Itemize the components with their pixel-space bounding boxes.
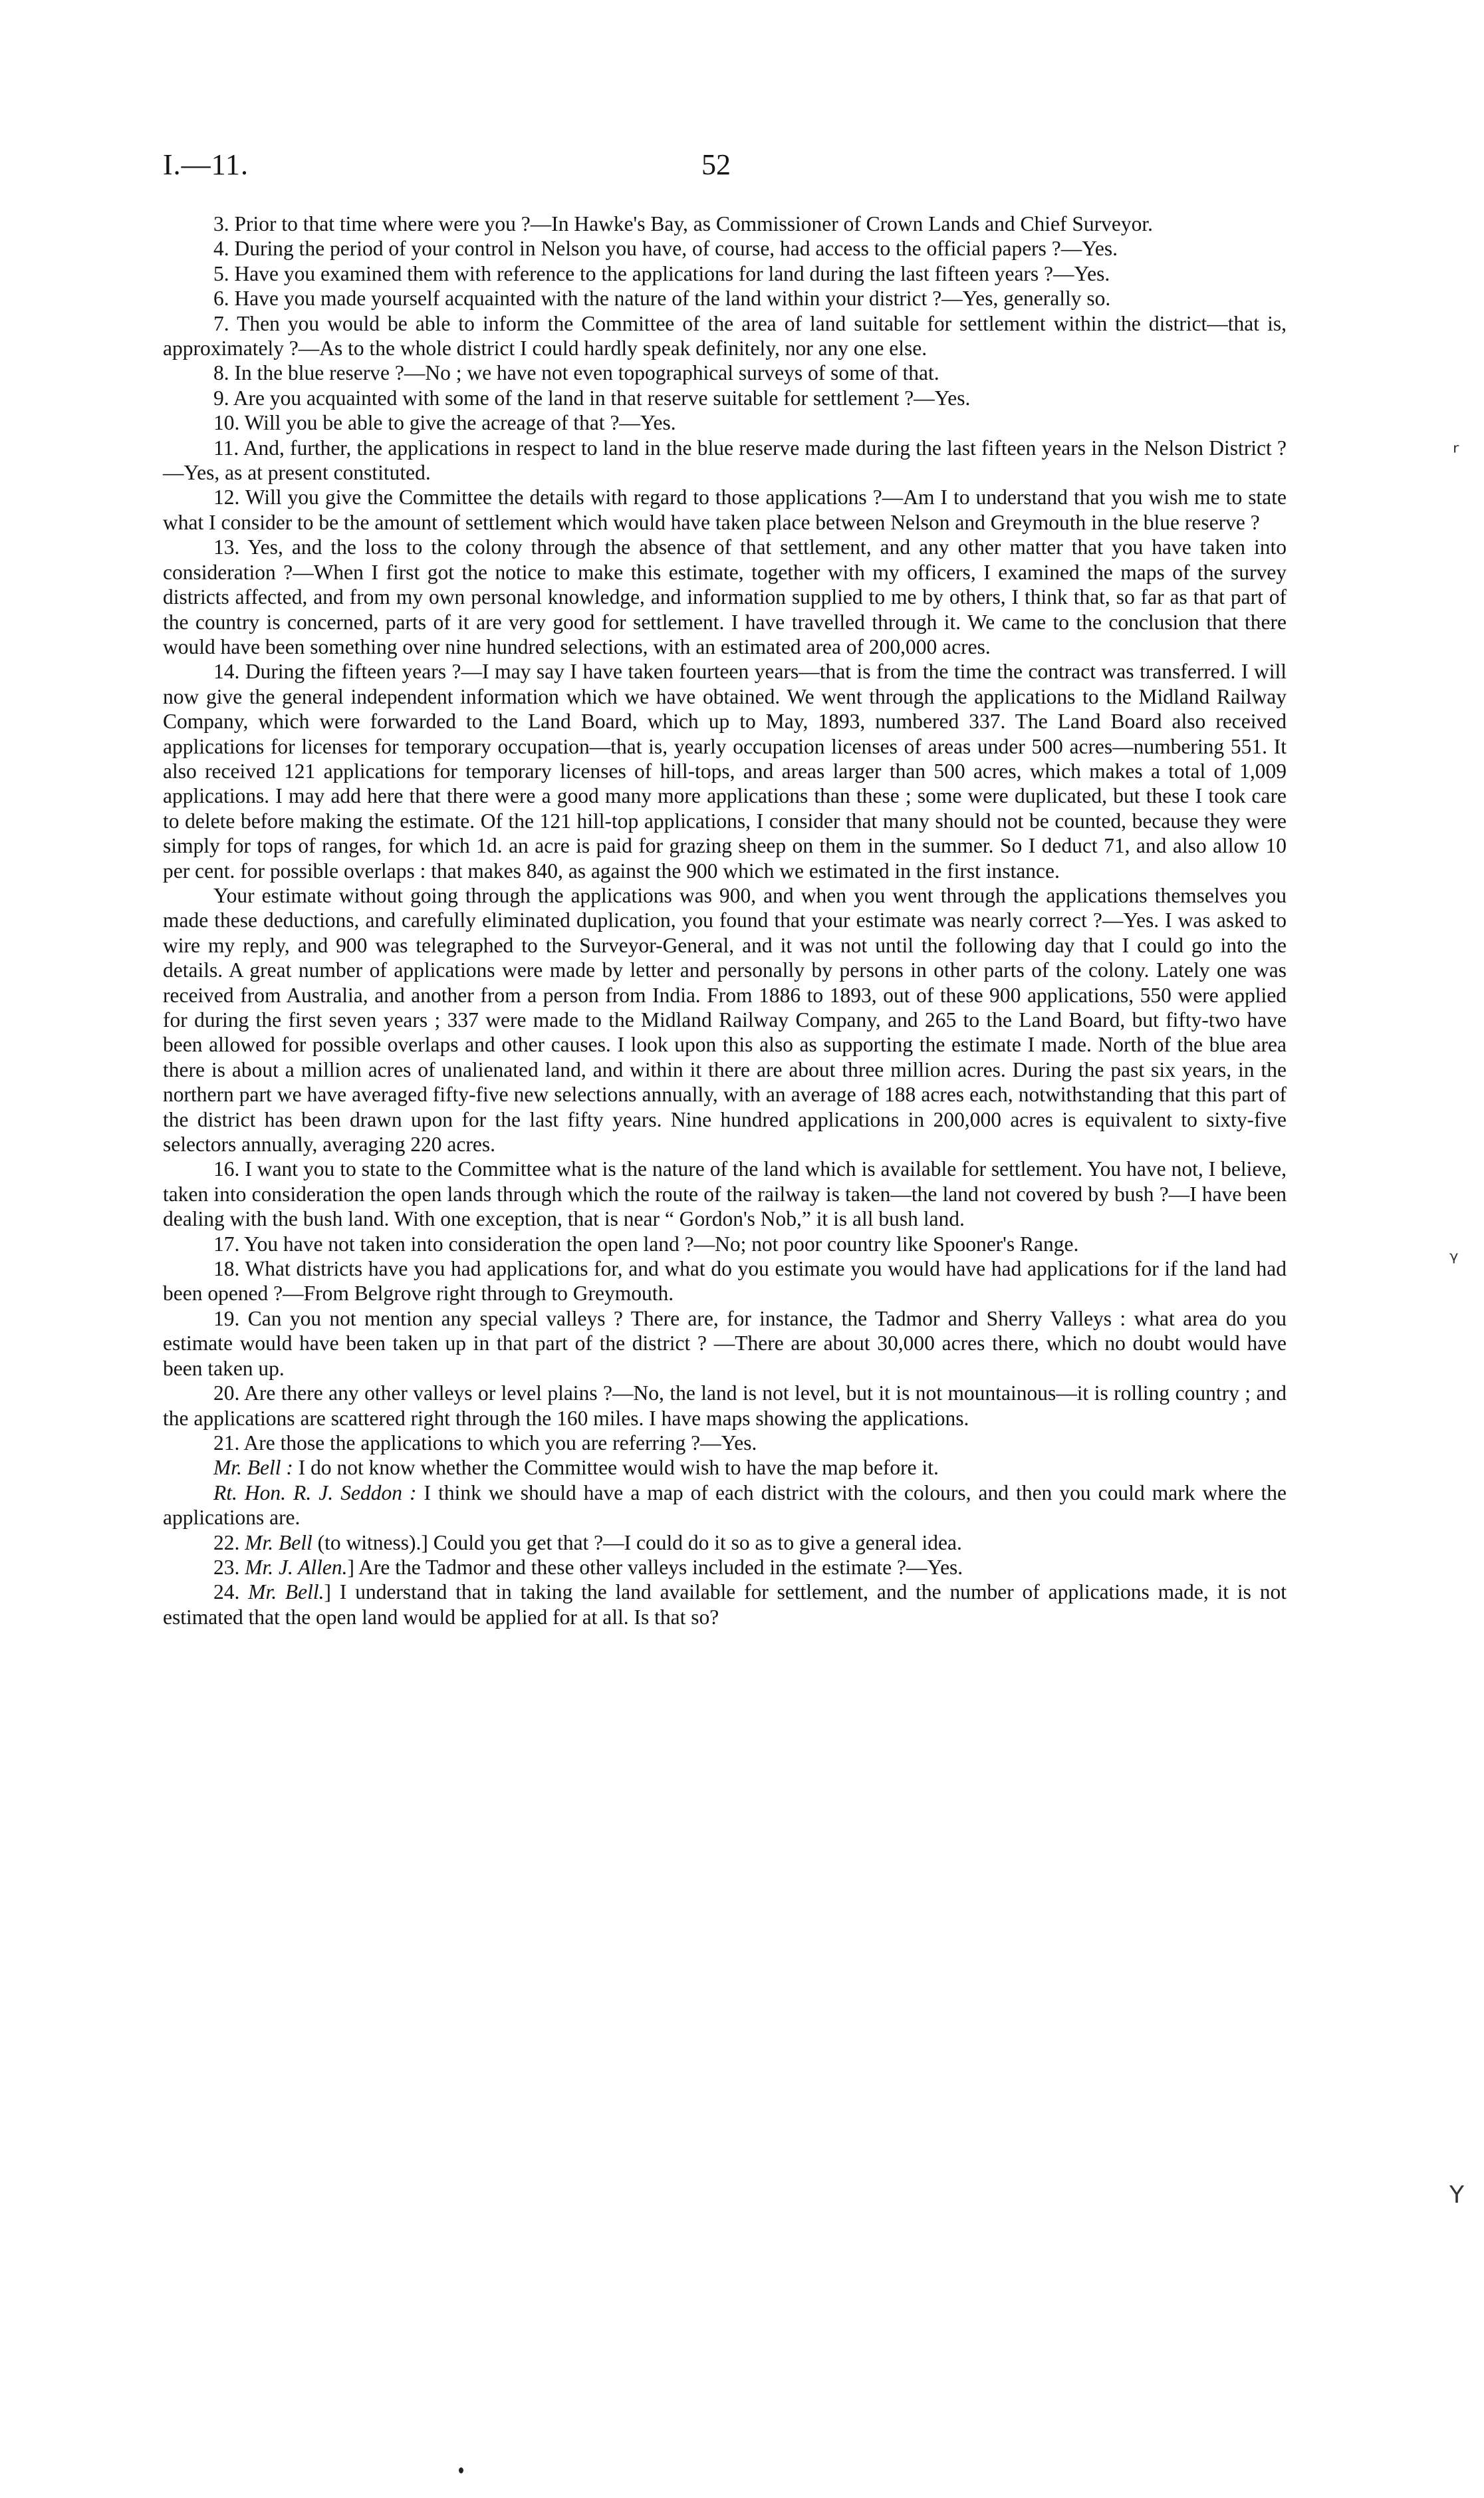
margin-artifact-dot (459, 2467, 463, 2473)
paragraph: 4. During the period of your control in Nelson you have, of course, had access to the official papers ?—Yes. (213, 237, 1118, 261)
paragraph: 17. You have not taken into consideration the open land ?—No; not poor country like Spooner's Range. (213, 1232, 1079, 1256)
paragraph: 21. Are those the applications to which you are referring ?—Yes. (213, 1431, 757, 1455)
speaker-name: Mr. Bell (245, 1530, 312, 1554)
page-header (163, 148, 1287, 188)
margin-artifact-mark: ᵞ (1449, 1247, 1459, 1274)
speaker-name: Mr. J. Allen. (245, 1555, 348, 1579)
paragraph: 10. Will you be able to give the acreage of that ?—Yes. (213, 411, 676, 435)
paragraph: 14. During the fifteen years ?—I may say I have taken fourteen years—that is from the time the contract was transferred. I will now give the general independent information which we have obtained. We went through the applications to the Midland Railway Company, which were forwarded to the Land Board, which up to May, 1893, numbered 337. The Land Board also received applications for licenses for temporary occupation—that is, yearly occupation licenses of areas under 500 acres—numbering 551. It also received 121 applications for temporary licenses of hill-tops, and areas larger than 500 acres, which makes a total of 1,009 applications. I may add here that there were a good many more applications than these ; some were duplicated, but these I took care to delete before making the estimate. Of the 121 hill-top applications, I consider that many should not be counted, because they were simply for tops of ranges, for which 1d. an acre is paid for grazing sheep on them in the summer. So I deduct 71, and also allow 10 per cent. for possible overlaps : that makes 840, as against the 900 which we estimated in the first instance. (163, 660, 1287, 883)
question-number: 22. (213, 1530, 245, 1554)
question-number: 24. (213, 1580, 249, 1604)
paragraph: 13. Yes, and the loss to the colony through the absence of that settlement, and any other matter that you have taken into consideration ?—When I first got the notice to make this estimate, together with my officers, I examined the maps of the survey districts affected, and from my own personal knowledge, and information supplied to me by others, I think that, so far as that part of the country is concerned, parts of it are very good for settlement. I have travelled through it. We came to the conclusion that there would have been something over nine hundred selections, with an estimated area of 200,000 acres. (163, 535, 1287, 658)
margin-artifact-mark: ʳ (1453, 439, 1459, 466)
dialogue-paragraph (163, 1480, 1287, 1530)
dialogue-text: I do not know whether the Committee would wish to have the map before it. (293, 1456, 939, 1480)
dialogue-text: I think we should have a map of each district with the colours, and then you could mark where the applications are. (163, 1480, 1287, 1530)
paragraph: 12. Will you give the Committee the details with regard to those applications ?—Am I to understand that you wish me to state what I consider to be the amount of settlement which would have taken place between Nelson and Greymouth in the blue reserve ? (163, 486, 1287, 534)
dialogue-paragraph (163, 1555, 1287, 1580)
paragraph: 16. I want you to state to the Committee what is the nature of the land which is available for settlement. You have not, I believe, taken into consideration the open lands through which the route of the railway is taken—the land not covered by bush ?—I have been dealing with the bush land. With one exception, that is near “ Gordon's Nob,” it is all bush land. (163, 1157, 1287, 1231)
body-text (163, 211, 1287, 1629)
paragraph: 20. Are there any other valleys or level plains ?—No, the land is not level, but it is not mountainous—it is rolling country ; and the applications are scattered right through the 160 miles. I have maps showing the applications. (163, 1381, 1287, 1430)
paragraph: 3. Prior to that time where were you ?—In Hawke's Bay, as Commissioner of Crown Lands and Chief Surveyor. (213, 212, 1153, 235)
dialogue-paragraph (163, 1530, 1287, 1555)
question-number: 23. (213, 1555, 245, 1579)
dialogue-text: ] Are the Tadmor and these other valleys included in the estimate ?—Yes. (347, 1555, 963, 1579)
page-number: 52 (701, 148, 731, 181)
dialogue-paragraph (163, 1580, 1287, 1629)
paragraph: 18. What districts have you had applications for, and what do you estimate you would have had applications for if the land had been opened ?—From Belgrove right through to Greymouth. (163, 1257, 1287, 1306)
dialogue-text: (to witness).] Could you get that ?—I could do it so as to give a general idea. (312, 1530, 962, 1554)
margin-artifact-mark: Y (1449, 2181, 1464, 2209)
page-reference: I.—11. (163, 148, 249, 181)
speaker-name: Mr. Bell. (248, 1580, 324, 1604)
dialogue-paragraph (163, 1455, 1287, 1480)
paragraph: 11. And, further, the applications in respect to land in the blue reserve made during the last fifteen years in the Nelson District ?—Yes, as at present constituted. (163, 436, 1287, 485)
paragraph: 6. Have you made yourself acquainted with the nature of the land within your district ?—Yes, generally so. (213, 287, 1111, 311)
speaker-name: Mr. Bell : (213, 1456, 293, 1480)
paragraph: 5. Have you examined them with reference to the applications for land during the last fifteen years ?—Yes. (213, 261, 1110, 285)
paragraph: 9. Are you acquainted with some of the land in that reserve suitable for settlement ?—Yes. (213, 386, 971, 410)
paragraph: 8. In the blue reserve ?—No ; we have not even topographical surveys of some of that. (213, 361, 939, 385)
dialogue-text: ] I understand that in taking the land available for settlement, and the number of applications made, it is not estimated that the open land would be applied for at all. Is that so? (163, 1580, 1287, 1629)
speaker-name: Rt. Hon. R. J. Seddon : (213, 1480, 417, 1504)
paragraph: 19. Can you not mention any special valleys ? There are, for instance, the Tadmor and Sherry Valleys : what area do you estimate would have been taken up in that part of the district ? —There are about 30,000 acres there, which no doubt would have been taken up. (163, 1306, 1287, 1380)
paragraph: 7. Then you would be able to inform the Committee of the area of land suitable for settlement within the district—that is, approximately ?—As to the whole district I could hardly speak definitely, nor any one else. (163, 311, 1287, 360)
paragraph: Your estimate without going through the applications was 900, and when you went through the applications themselves you made these deductions, and carefully eliminated duplication, you found that your estimate was nearly correct ?—Yes. I was asked to wire my reply, and 900 was telegraphed to the Surveyor-General, and it was not until the following day that I could go into the details. A great number of applications were made by letter and personally by persons in other parts of the colony. Lately one was received from Australia, and another from a person from India. From 1886 to 1893, out of these 900 applications, 550 were applied for during the first seven years ; 337 were made to the Midland Railway Company, and 265 to the Land Board, but fifty-two have been allowed for possible overlaps and other causes. I look upon this also as supporting the estimate I made. North of the blue area there is about a million acres of unalienated land, and within it there are about three million acres. During the past six years, in the northern part we have averaged fifty-five new selections annually, with an average of 188 acres each, notwithstanding that this part of the district has been drawn upon for the last fifty years. Nine hundred applications in 200,000 acres is equivalent to sixty-five selectors annually, averaging 220 acres. (163, 883, 1287, 1157)
